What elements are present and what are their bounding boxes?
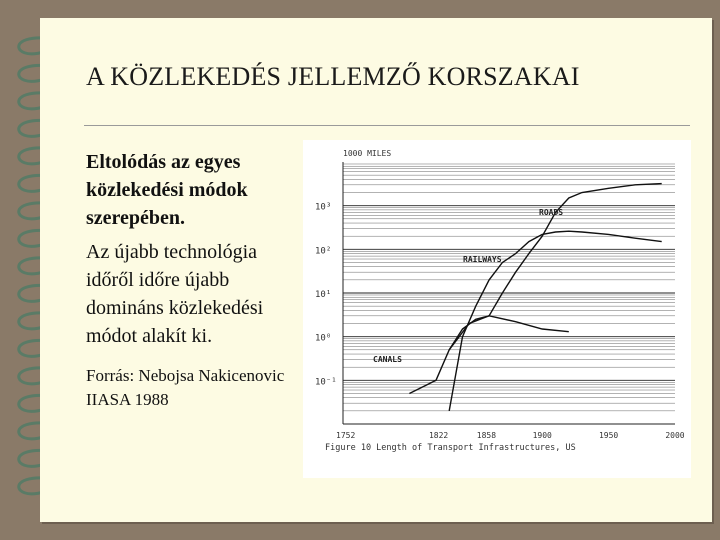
x-tick-label: 1900 bbox=[532, 431, 552, 440]
y-tick-label: 10³ bbox=[315, 202, 332, 213]
bullet-sub: Az újabb technológia időről időre újabb domináns közlekedési módot alakít ki. bbox=[86, 241, 264, 347]
x-tick-label: 1752 bbox=[336, 431, 356, 440]
x-tick-label: 1950 bbox=[598, 431, 619, 440]
chart-title: Figure 10 Length of Transport Infrastructures, US bbox=[325, 443, 576, 453]
bullet-list bbox=[86, 148, 306, 412]
x-tick-label: 1822 bbox=[428, 431, 449, 440]
infrastructure-chart bbox=[303, 140, 691, 478]
series-label: RAILWAYS bbox=[463, 255, 502, 264]
x-tick-label: 1858 bbox=[476, 431, 497, 440]
y-tick-label: 10¹ bbox=[315, 290, 332, 300]
slide-title: A KÖZLEKEDÉS JELLEMZŐ KORSZAKAI bbox=[86, 62, 580, 91]
bullet-source: Forrás: Nebojsa Nakicenovic IIASA 1988 bbox=[86, 366, 285, 409]
series-line bbox=[409, 316, 568, 394]
x-tick-label: 2000 bbox=[665, 431, 685, 440]
y-tick-label: 10⁰ bbox=[315, 333, 332, 344]
unit-label: 1000 MILES bbox=[343, 149, 392, 158]
y-tick-label: 10⁻¹ bbox=[315, 377, 337, 388]
bullet-main: Eltolódás az egyes közlekedési módok szerepében. bbox=[86, 151, 248, 229]
series-label: ROADS bbox=[539, 208, 564, 217]
title-divider bbox=[84, 125, 690, 126]
y-tick-label: 10² bbox=[315, 246, 332, 257]
series-label: CANALS bbox=[373, 355, 402, 364]
